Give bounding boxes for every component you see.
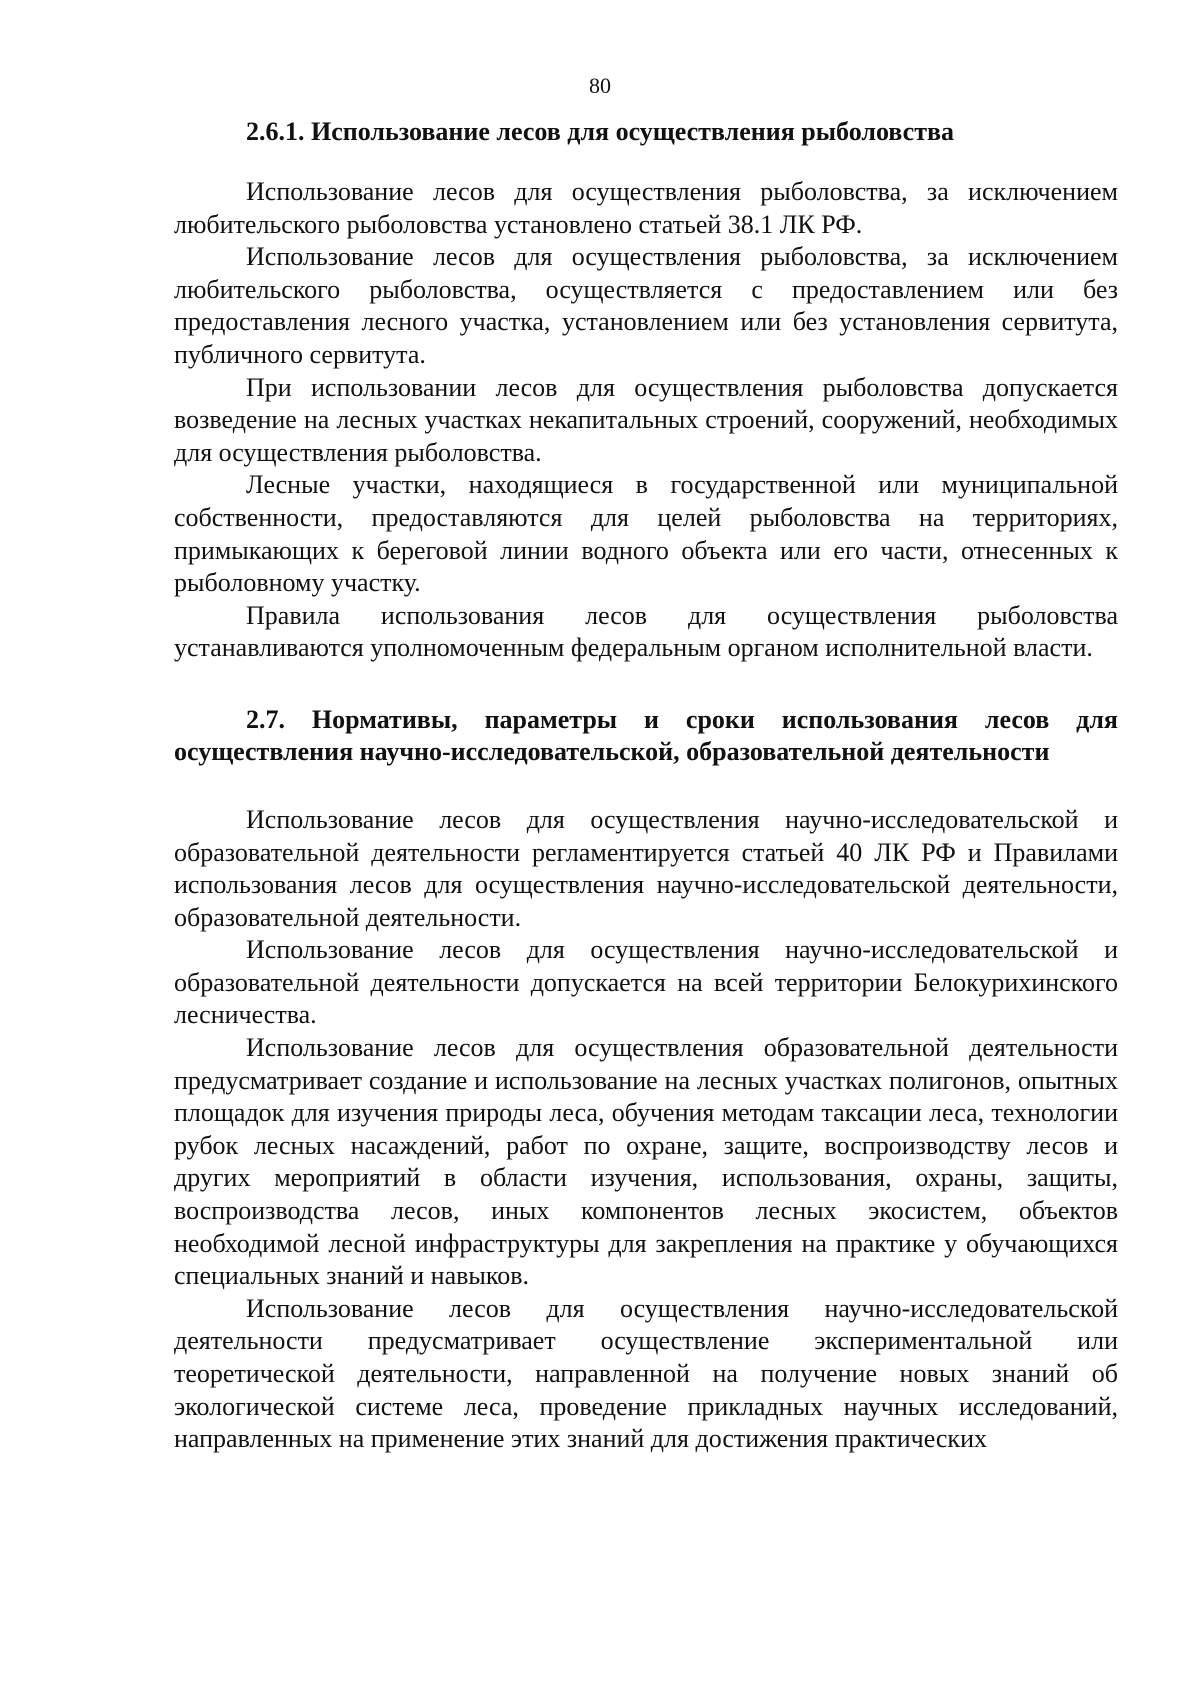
- paragraph: При использовании лесов для осуществления рыболовства допускается возведение на лесных участках некапитальных строений, сооружений, необходимых для осуществления рыболовства.: [174, 372, 1118, 467]
- paragraph: Использование лесов для осуществления научно-исследовательской и образовательной деятельности регламентируется статьей 40 ЛК РФ и Правилами использования лесов для осуществления научно-исследовательской деятельности, образовательной деятельности.: [174, 804, 1118, 932]
- section-heading-2-6-1: 2.6.1. Использование лесов для осуществления рыболовства: [246, 117, 955, 146]
- paragraph: Правила использования лесов для осуществления рыболовства устанавливаются уполномоченным федеральным органом исполнительной власти.: [174, 600, 1118, 663]
- paragraph: Использование лесов для осуществления рыболовства, за исключением любительского рыболовства установлено статьей 38.1 ЛК РФ.: [174, 177, 1118, 239]
- page-number: 80: [589, 73, 611, 98]
- section-heading-2-7: 2.7. Нормативы, параметры и сроки использования лесов для осуществления научно-исследовательской, образовательной деятельности: [174, 704, 1118, 766]
- paragraph: Использование лесов для осуществления рыболовства, за исключением любительского рыболовства, осуществляется с предоставлением или без предоставления лесного участка, установлением или без установления сервитута, публичного сервитута.: [174, 242, 1118, 369]
- page-content: [174, 116, 1118, 1456]
- paragraph: Лесные участки, находящиеся в государственной или муниципальной собственности, предоставляются для целей рыболовства на территориях, примыкающих к береговой линии водного объекта или его части, отнесенных к рыболовному участку.: [174, 470, 1118, 598]
- paragraph: Использование лесов для осуществления образовательной деятельности предусматривает создание и использование на лесных участках полигонов, опытных площадок для изучения природы леса, обучения методам таксации леса, технологии рубок лесных насаждений, работ по охране, защите, воспроизводству лесов и других мероприятий в области изучения, использования, охраны, защиты, воспроизводства лесов, иных компонентов лесных экосистем, объектов необходимой лесной инфраструктуры для закрепления на практике у обучающихся специальных знаний и навыков.: [174, 1033, 1118, 1291]
- paragraph: Использование лесов для осуществления научно-исследовательской деятельности предусматривает осуществление экспериментальной или теоретической деятельности, направленной на получение новых знаний об экологической системе леса, проведение прикладных научных исследований, направленных на применение этих знаний для достижения практических: [174, 1293, 1118, 1454]
- paragraph: Использование лесов для осуществления научно-исследовательской и образовательной деятельности допускается на всей территории Белокурихинского лесничества.: [174, 935, 1118, 1030]
